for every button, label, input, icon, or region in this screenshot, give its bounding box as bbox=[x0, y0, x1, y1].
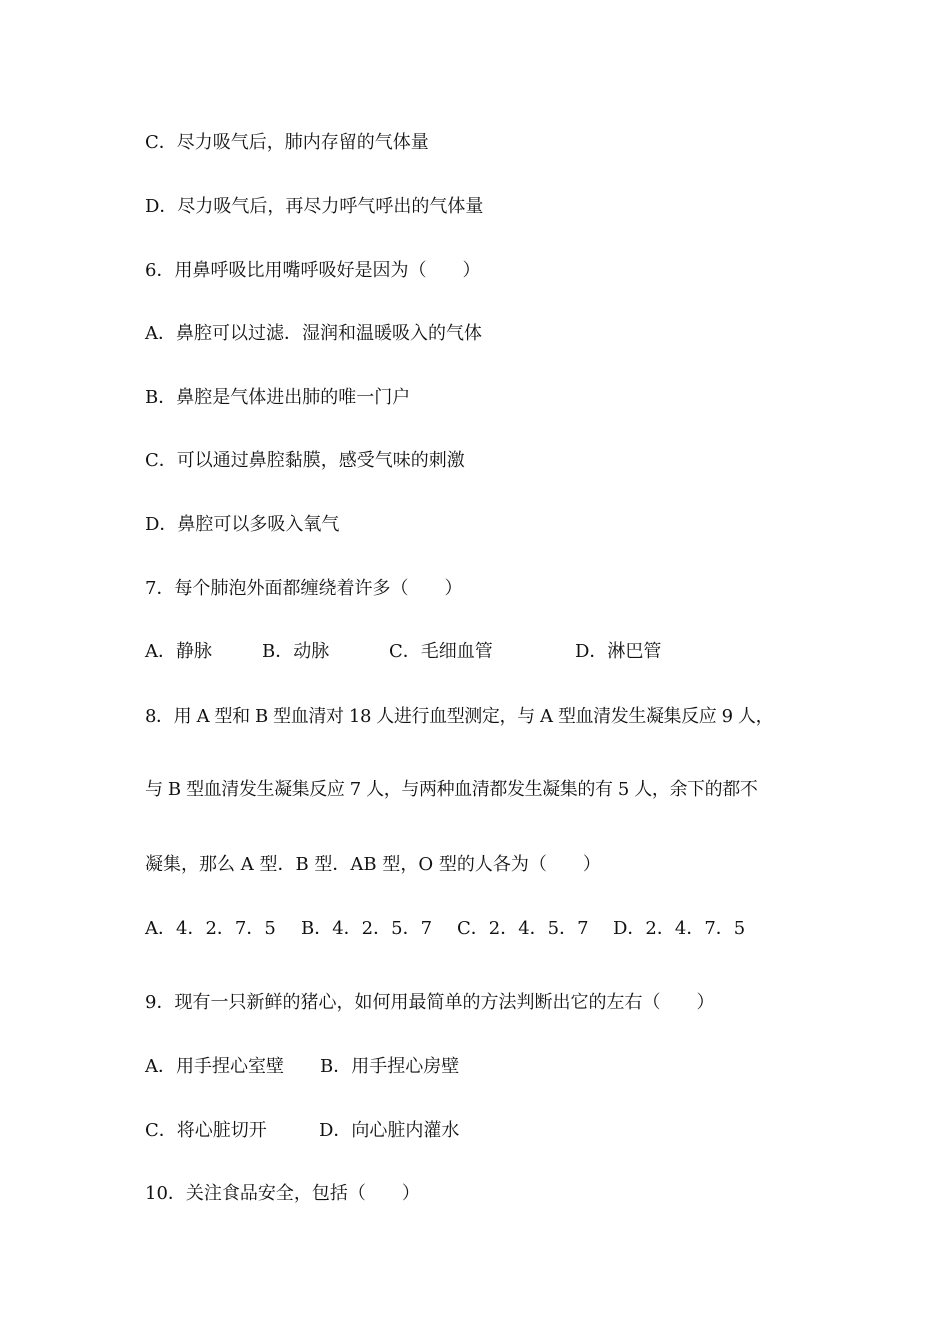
q8-option-a: A．4．2．7．5 bbox=[145, 918, 276, 939]
q9-option-b: B．用手捏心房壁 bbox=[320, 1056, 460, 1077]
q7-option-d: D．淋巴管 bbox=[575, 641, 662, 662]
q6-option-c: C．可以通过鼻腔黏膜，感受气味的刺激 bbox=[145, 450, 465, 471]
question-6: 6．用鼻呼吸比用嘴呼吸好是因为（ ） bbox=[145, 260, 481, 281]
q9-option-d: D．向心脏内灌水 bbox=[319, 1120, 460, 1141]
q9-option-a: A．用手捏心室壁 bbox=[145, 1056, 284, 1077]
q7-option-a: A．静脉 bbox=[145, 641, 212, 662]
q7-option-c: C．毛细血管 bbox=[389, 641, 493, 662]
question-9: 9．现有一只新鲜的猪心，如何用最简单的方法判断出它的左右（ ） bbox=[145, 992, 715, 1013]
question-7: 7．每个肺泡外面都缠绕着许多（ ） bbox=[145, 578, 463, 599]
q5-option-c: C．尽力吸气后，肺内存留的气体量 bbox=[145, 132, 429, 153]
q8-option-c: C．2．4．5．7 bbox=[457, 918, 589, 939]
question-8-line-3: 凝集，那么 A 型．B 型．AB 型，O 型的人各为（ ） bbox=[145, 854, 601, 875]
question-8-line-1: 8．用 A 型和 B 型血清对 18 人进行血型测定，与 A 型血清发生凝集反应 9 人， bbox=[145, 706, 774, 727]
q8-option-b: B．4．2．5．7 bbox=[301, 918, 433, 939]
q7-option-b: B．动脉 bbox=[262, 641, 330, 662]
q6-option-d: D．鼻腔可以多吸入氧气 bbox=[145, 514, 340, 535]
question-8-line-2: 与 B 型血清发生凝集反应 7 人，与两种血清都发生凝集的有 5 人，余下的都不 bbox=[145, 779, 758, 800]
question-10: 10．关注食品安全，包括（ ） bbox=[145, 1183, 420, 1204]
q6-option-a: A．鼻腔可以过滤．湿润和温暖吸入的气体 bbox=[145, 323, 482, 344]
q5-option-d: D．尽力吸气后，再尽力呼气呼出的气体量 bbox=[145, 196, 484, 217]
q6-option-b: B．鼻腔是气体进出肺的唯一门户 bbox=[145, 387, 411, 408]
q8-option-d: D．2．4．7．5 bbox=[613, 918, 746, 939]
q9-option-c: C．将心脏切开 bbox=[145, 1120, 267, 1141]
